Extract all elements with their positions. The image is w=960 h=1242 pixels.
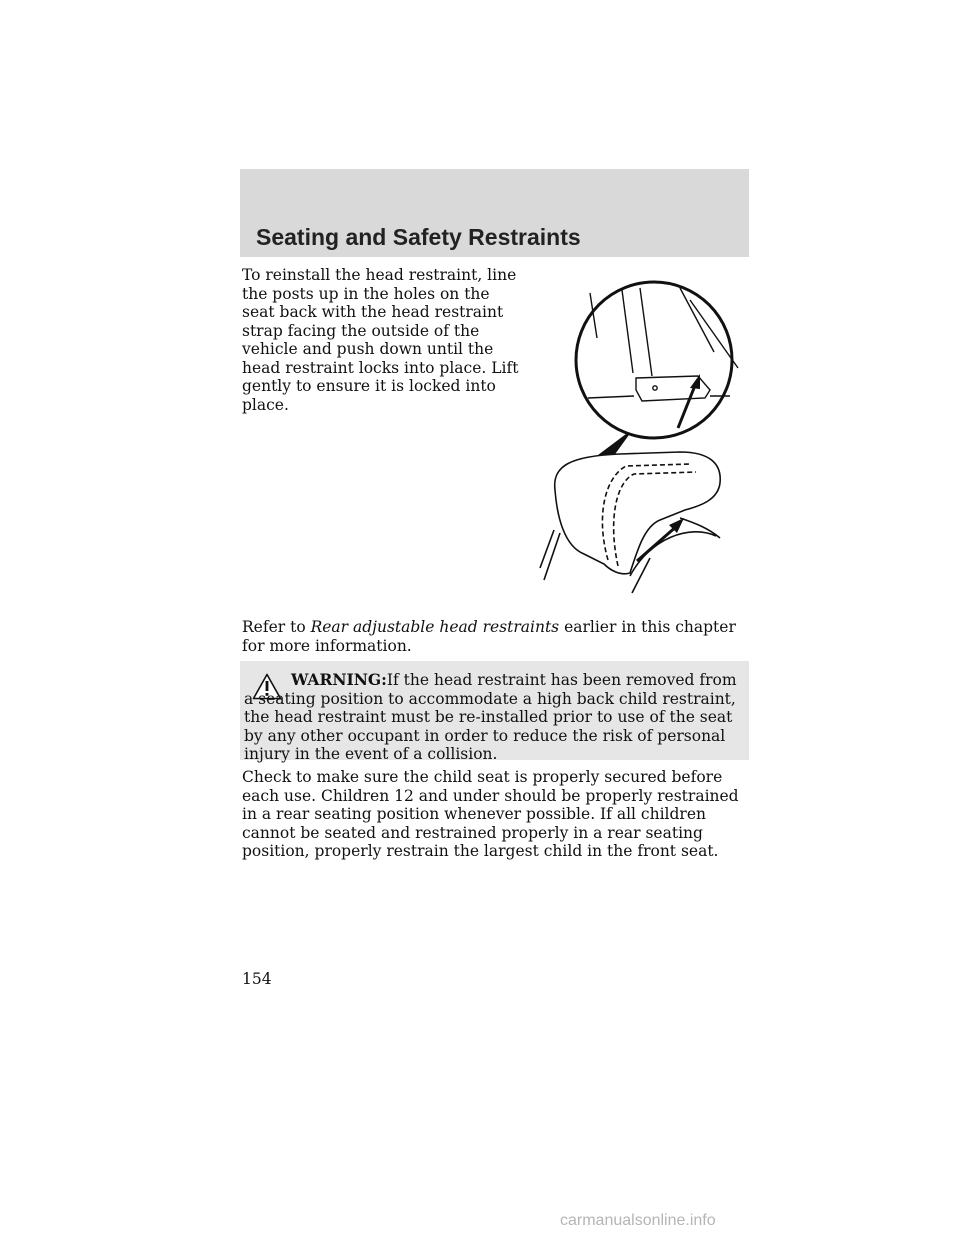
warning-box (240, 661, 749, 763)
refer-suffix: earlier in this chapter for more information. (242, 618, 736, 655)
refer-link-text: Rear adjustable head restraints (310, 618, 560, 636)
refer-prefix: Refer to (242, 618, 311, 636)
head-restraint-illustration (530, 268, 750, 603)
page-number: 154 (242, 970, 272, 988)
warning-label: WARNING: (291, 670, 387, 689)
child-seat-paragraph: Check to make sure the child seat is properly secured before each use. Children 12 and under should be properly restrained in a rear seating position whenever possible. If all children cannot be seated and restrained properly in a rear seating position, properly restrain the largest child in the front seat. (242, 768, 739, 860)
refer-paragraph (242, 618, 742, 655)
footer-watermark: carmanualsonline.info (560, 1212, 716, 1229)
section-title: Seating and Safety Restraints (256, 224, 581, 250)
warning-text (244, 671, 744, 764)
reinstall-paragraph: To reinstall the head restraint, line the posts up in the holes on the seat back with the head restraint strap facing the outside of the vehicle and push down until the head restraint locks into place. Lift gently to ensure it is locked into place. (242, 266, 519, 414)
warning-body: If the head restraint has been removed from a seating position to accommodate a high back child restraint, the head restraint must be re-installed prior to use of the seat by any other occupant in order to reduce the risk of personal injury in the event of a collision. (244, 671, 737, 763)
section-header (240, 169, 749, 257)
